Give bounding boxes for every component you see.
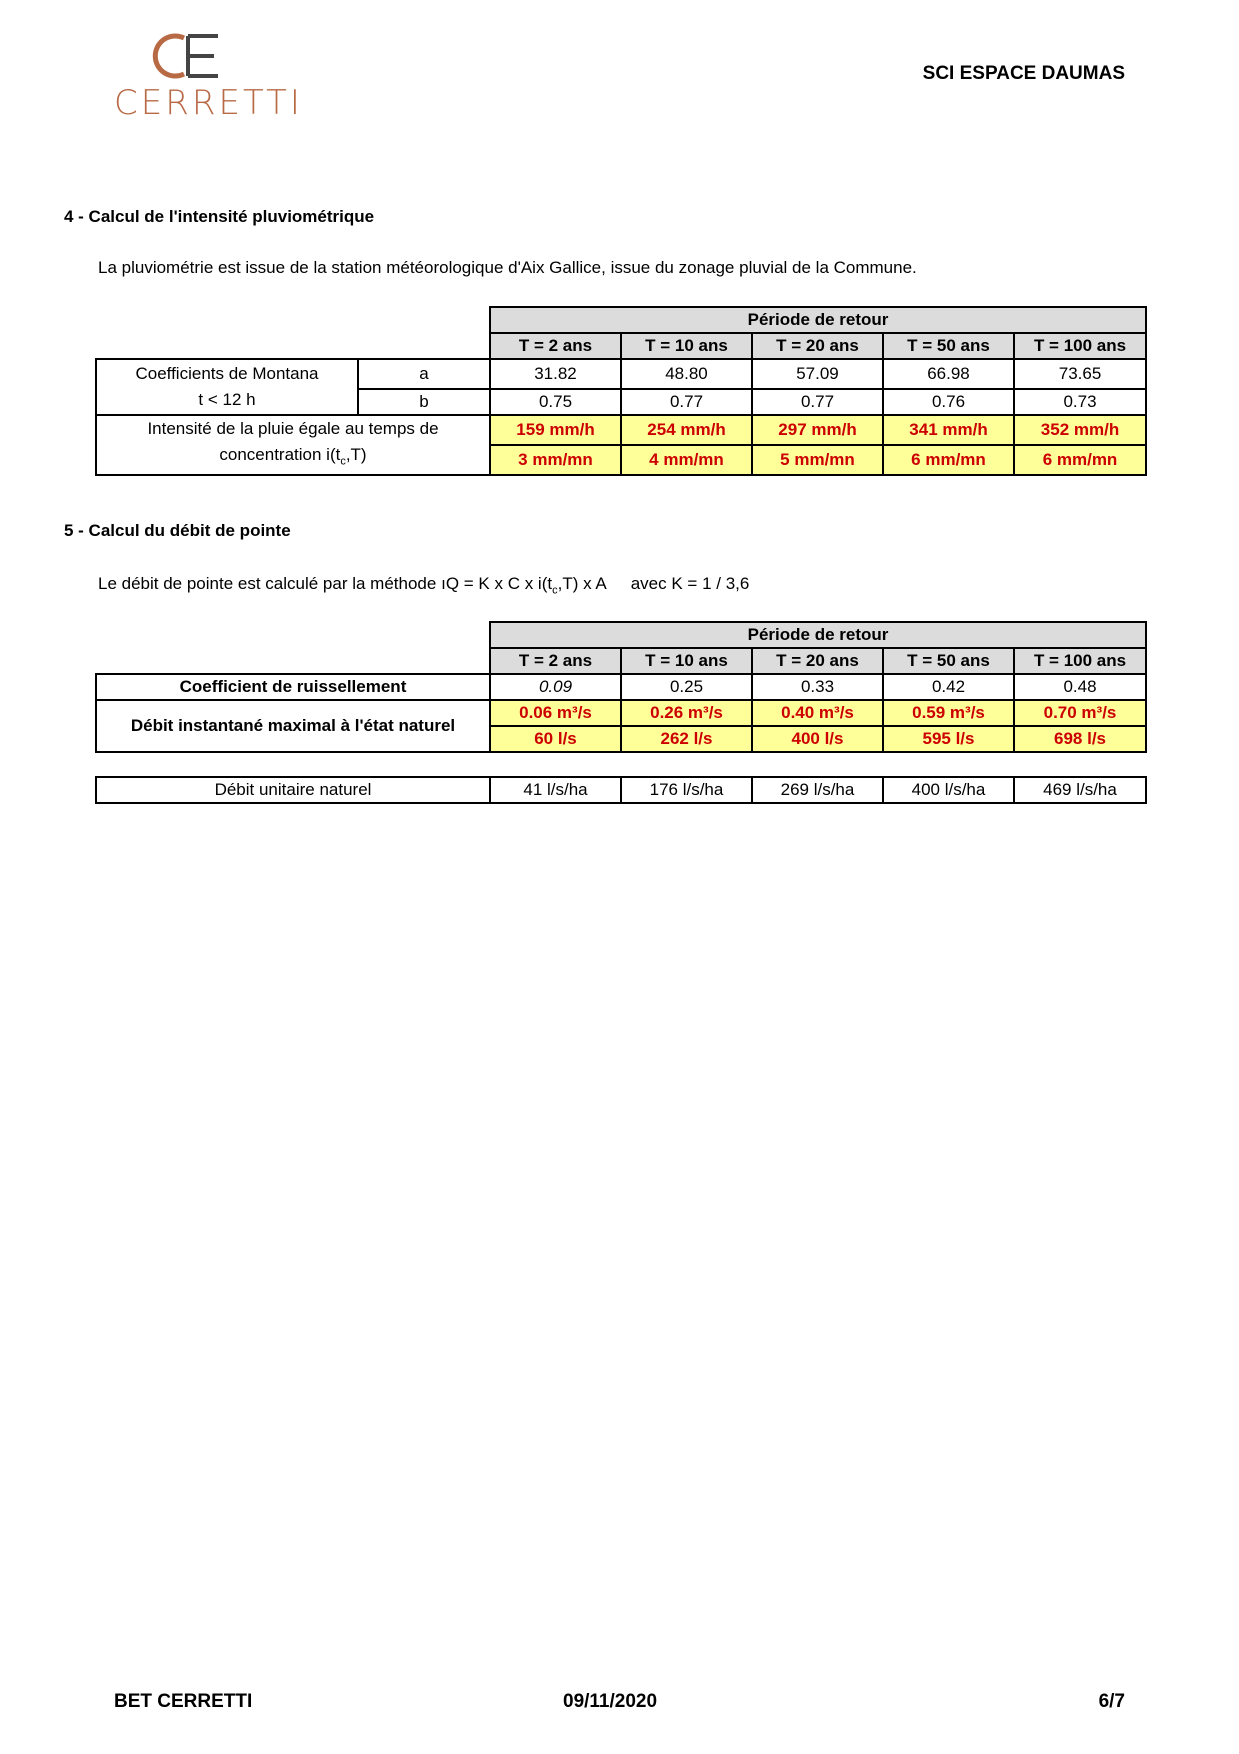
period-label: T = 20 ans [752,648,883,674]
peak-label: Débit instantané maximal à l'état naturel [96,700,490,752]
peak-ls: 262 l/s [621,726,752,752]
intensity-mmh: 159 mm/h [490,415,621,445]
intensity-mmmn: 6 mm/mn [883,445,1014,475]
intensity-label-sub: c [340,455,346,468]
intensity-label [96,415,490,475]
period-label: T = 20 ans [752,333,883,359]
intensity-label-line1: Intensité de la pluie égale au temps de [147,419,439,438]
peak-ls: 595 l/s [883,726,1014,752]
coef-a-label: a [358,359,490,389]
unit-flow-value: 469 l/s/ha [1014,777,1146,803]
period-header: Période de retour [490,307,1146,333]
period-label: T = 50 ans [883,648,1014,674]
unit-flow-value: 41 l/s/ha [490,777,621,803]
coef-b-value: 0.77 [752,389,883,415]
intensity-mmh: 352 mm/h [1014,415,1146,445]
period-label: T = 100 ans [1014,333,1146,359]
section5-intro-sub: c [552,584,558,597]
montana-label-line2: t < 12 h [198,390,256,409]
coef-b-value: 0.73 [1014,389,1146,415]
section5-intro [98,574,749,596]
intensity-mmmn: 5 mm/mn [752,445,883,475]
client-name: SCI ESPACE DAUMAS [922,63,1125,84]
period-label: T = 2 ans [490,333,621,359]
coef-b-value: 0.77 [621,389,752,415]
coef-b-value: 0.76 [883,389,1014,415]
peak-flow-table [95,621,1147,753]
section4-title: 4 - Calcul de l'intensité pluviométrique [64,207,375,226]
coef-a-value: 48.80 [621,359,752,389]
section5-intro-a: Le débit de pointe est calculé par la méthode [98,574,442,593]
coef-b-label: b [358,389,490,415]
period-label: T = 10 ans [621,333,752,359]
runoff-value: 0.25 [621,674,752,700]
intensity-mmh: 341 mm/h [883,415,1014,445]
runoff-value: 0.48 [1014,674,1146,700]
intensity-mmmn: 4 mm/mn [621,445,752,475]
unit-flow-value: 176 l/s/ha [621,777,752,803]
period-label: T = 2 ans [490,648,621,674]
intensity-mmmn: 3 mm/mn [490,445,621,475]
runoff-value: 0.09 [490,674,621,700]
montana-label [96,359,358,415]
footer-page: 6/7 [1098,1691,1125,1712]
section4-intro: La pluviométrie est issue de la station météorologique d'Aix Gallice, issue du zonage pluvial de la Commune. [98,258,917,277]
peak-m3s: 0.59 m³/s [883,700,1014,726]
peak-ls: 400 l/s [752,726,883,752]
peak-m3s: 0.26 m³/s [621,700,752,726]
montana-table [95,306,1147,476]
coef-a-value: 57.09 [752,359,883,389]
section5-title: 5 - Calcul du débit de pointe [64,521,291,540]
peak-m3s: 0.40 m³/s [752,700,883,726]
cerretti-logo-mark [150,30,230,80]
peak-ls: 60 l/s [490,726,621,752]
period-label: T = 100 ans [1014,648,1146,674]
intensity-label-line2b: ,T) [345,445,367,464]
section5-intro-e: avec K = 1 / 3,6 [630,574,750,593]
section5-intro-c: Q = K x C x i(t [445,574,553,593]
coef-b-value: 0.75 [490,389,621,415]
intensity-label-line2a: concentration i(t [219,445,341,464]
period-header: Période de retour [490,622,1146,648]
intensity-mmmn: 6 mm/mn [1014,445,1146,475]
period-label: T = 50 ans [883,333,1014,359]
unit-flow-table [95,776,1147,804]
footer-company: BET CERRETTI [114,1691,253,1712]
unit-flow-label: Débit unitaire naturel [96,777,490,803]
peak-m3s: 0.70 m³/s [1014,700,1146,726]
section5-intro-b: ı [441,574,446,593]
coef-a-value: 66.98 [883,359,1014,389]
runoff-label: Coefficient de ruissellement [96,674,490,700]
logo-text: CERRETTI [114,83,303,123]
section5-intro-d: ,T) x A [557,574,607,593]
coef-a-value: 31.82 [490,359,621,389]
unit-flow-value: 269 l/s/ha [752,777,883,803]
runoff-value: 0.33 [752,674,883,700]
peak-m3s: 0.06 m³/s [490,700,621,726]
intensity-mmh: 254 mm/h [621,415,752,445]
unit-flow-value: 400 l/s/ha [883,777,1014,803]
peak-ls: 698 l/s [1014,726,1146,752]
intensity-mmh: 297 mm/h [752,415,883,445]
coef-a-value: 73.65 [1014,359,1146,389]
montana-label-line1: Coefficients de Montana [135,364,319,383]
period-label: T = 10 ans [621,648,752,674]
footer-date: 09/11/2020 [563,1691,658,1712]
runoff-value: 0.42 [883,674,1014,700]
